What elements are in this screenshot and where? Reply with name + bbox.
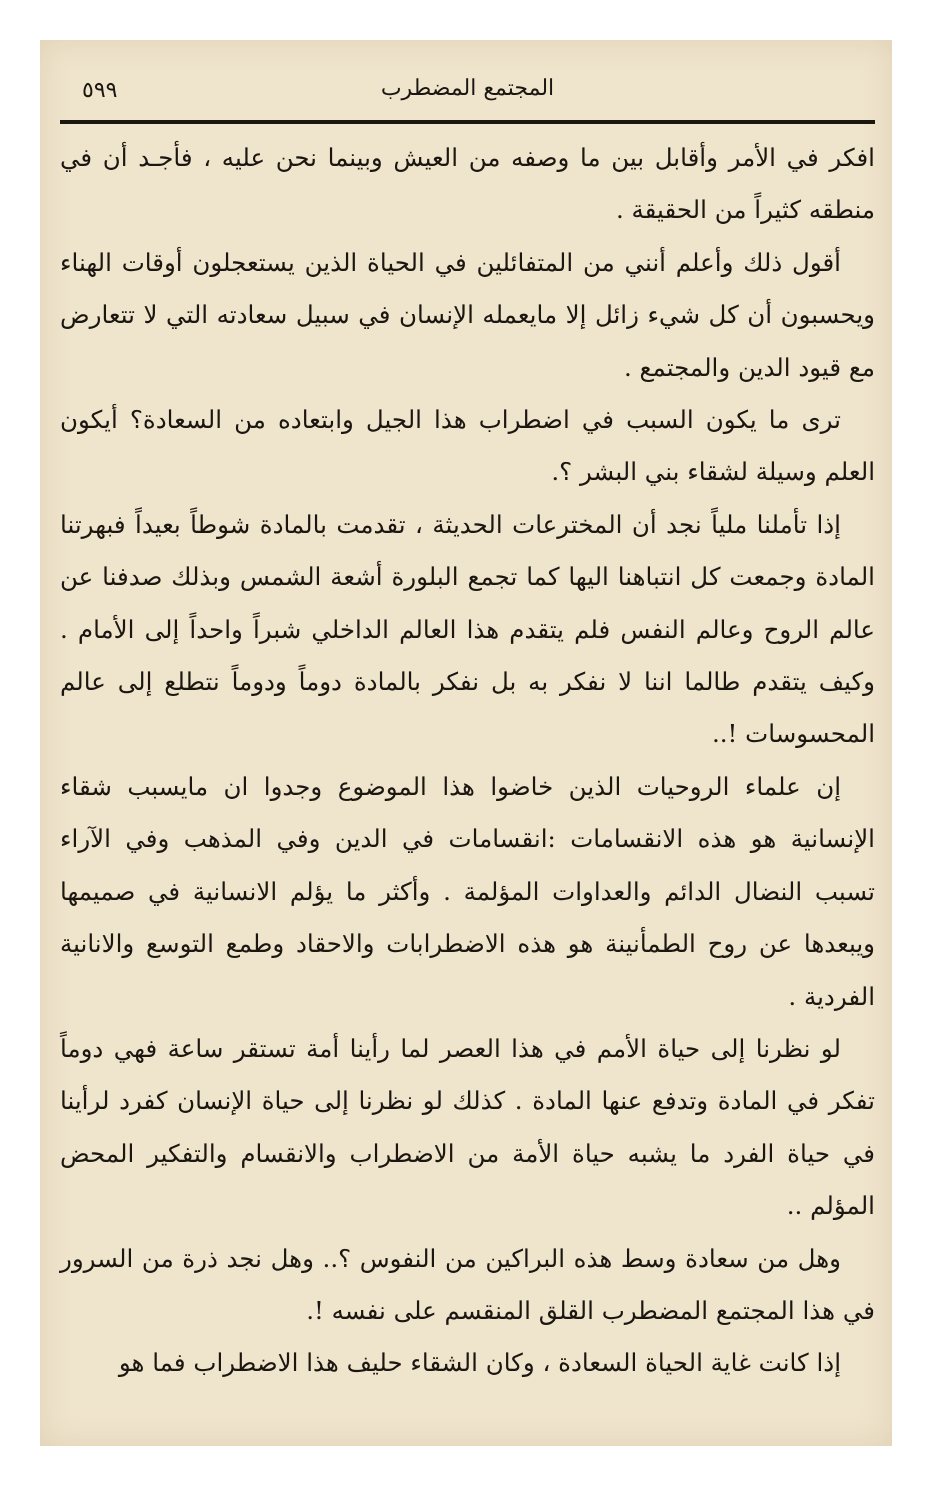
- book-page: [60, 70, 875, 1410]
- paragraph: ترى ما يكون السبب في اضطراب هذا الجيل وابتعاده من السعادة؟ أيكون العلم وسيلة لشقاء بني البشر ؟.: [60, 405, 875, 487]
- header-rule: [60, 120, 875, 124]
- paragraph: إن علماء الروحيات الذين خاضوا هذا الموضوع وجدوا ان مايسبب شقاء الإنسانية هو هذه الانقسامات :انقسامات في الدين وفي المذهب وفي الآراء تسبب النضال الدائم والعداوات المؤلمة . وأكثر ما يؤلم الانسانية في صميمها ويبعدها عن روح الطمأنينة هو هذه الاضطرابات والاحقاد وطمع التوسع والانانية الفردية .: [60, 771, 875, 1011]
- paragraph: إذا تأملنا ملياً نجد أن المخترعات الحديثة ، تقدمت بالمادة شوطاً بعيداً فبهرتنا المادة وجمعت كل انتباهنا اليها كما تجمع البلورة أشعة الشمس وبذلك صدفنا عن عالم الروح وعالم النفس فلم يتقدم هذا العالم الداخلي شبراً واحداً إلى الأمام . وكيف يتقدم طالما اننا لا نفكر به بل نفكر بالمادة دوماً ودوماً نتطلع إلى عالم المحسوسات !..: [60, 509, 875, 749]
- paragraph: أقول ذلك وأعلم أنني من المتفائلين في الحياة الذين يستعجلون أوقات الهناء ويحسبون أن كل شيء زائل إلا مايعمله الإنسان في سبيل سعادته التي لا تتعارض مع قيود الدين والمجتمع .: [60, 247, 875, 382]
- page-header: [60, 70, 875, 114]
- running-title: المجتمع المضطرب: [380, 76, 555, 101]
- body-text: [60, 132, 875, 1390]
- paragraph: لو نظرنا إلى حياة الأمم في هذا العصر لما رأينا أمة تستقر ساعة فهي دوماً تفكر في المادة وتدفع عنها المادة . كذلك لو نظرنا إلى حياة الإنسان كفرد لرأينا في حياة الفرد ما يشبه حياة الأمة من الاضطراب والانقسام والتفكير المحض المؤلم ..: [60, 1033, 875, 1221]
- paragraph: افكر في الأمر وأقابل بين ما وصفه من العيش وبينما نحن عليه ، فأجـد أن في منطقه كثيراً من الحقيقة .: [60, 143, 875, 225]
- paragraph: وهل من سعادة وسط هذه البراكين من النفوس ؟.. وهل نجد ذرة من السرور في هذا المجتمع المضطرب القلق المنقسم على نفسه !.: [60, 1243, 875, 1325]
- page-number: ٥٩٩: [82, 78, 118, 103]
- paragraph: إذا كانت غاية الحياة السعادة ، وكان الشقاء حليف هذا الاضطراب فما هو: [118, 1348, 841, 1378]
